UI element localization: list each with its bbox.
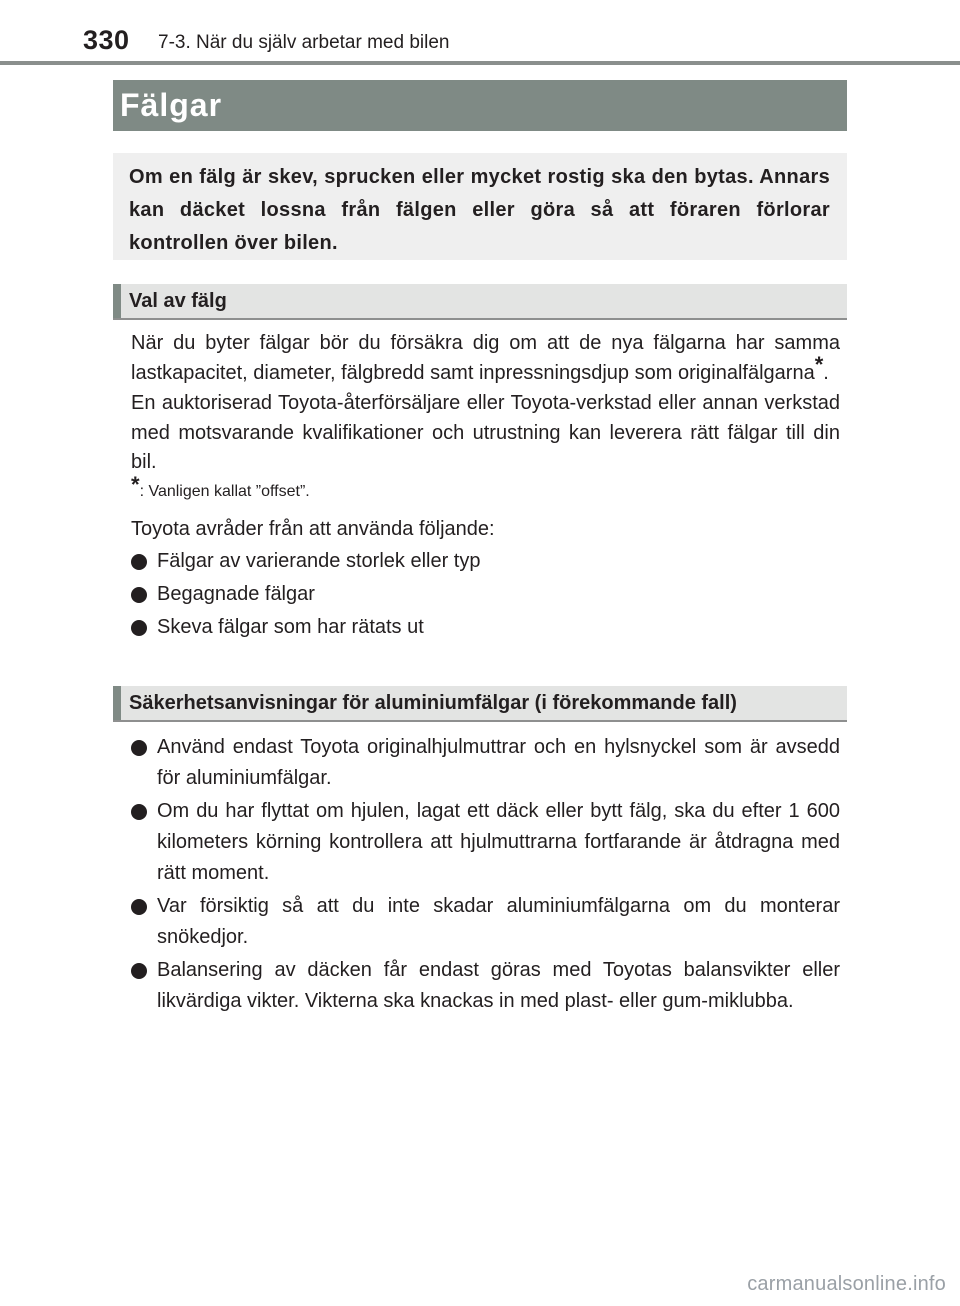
alloy-safety-body <box>131 732 840 1017</box>
rim-selection-paragraph-1-end: . <box>823 361 829 384</box>
subheading-alloy-safety-label: Säkerhetsanvisningar för aluminiumfälgar (i förekommande fall) <box>129 692 737 714</box>
list-item <box>131 796 840 889</box>
list-item <box>131 955 840 1017</box>
list-item-text: Använd endast Toyota originalhjulmuttrar och en hylsnyckel som är avsedd för aluminiumfälgar. <box>157 736 840 789</box>
subheading-rim-selection-label: Val av fälg <box>129 290 227 312</box>
list-item <box>131 732 840 794</box>
rim-selection-paragraph-1-text: När du byter fälgar bör du försäkra dig om att de nya fälgarna har samma lastkapacitet, diameter, fälgbredd samt inpressningsdjup som originalfälgarna <box>131 332 840 384</box>
list-item-text: Om du har flyttat om hjulen, lagat ett däck eller bytt fälg, ska du efter 1 600 kilometers körning kontrollera att hjulmuttrarna fortfarande är åtdragna med rätt moment. <box>157 800 840 884</box>
footnote-text: : Vanligen kallat ”offset”. <box>139 482 310 500</box>
list-item <box>131 579 840 610</box>
avoid-intro: Toyota avråder från att använda följande: <box>131 517 495 540</box>
list-item-text: Fälgar av varierande storlek eller typ <box>157 550 481 572</box>
rim-selection-paragraph-2: En auktoriserad Toyota-återförsäljare eller Toyota-verkstad eller annan verkstad med motsvarande kvalifikationer och utrustning kan leverera rätt fälgar till din bil. <box>131 392 840 473</box>
bullet-icon <box>131 620 147 636</box>
chapter-title: 7-3. När du själv arbetar med bilen <box>158 32 450 53</box>
section-title: Fälgar <box>120 87 223 123</box>
section-banner <box>113 80 847 131</box>
header-rule <box>0 61 960 65</box>
subheading-alloy-safety <box>113 686 847 722</box>
bullet-icon <box>131 804 147 820</box>
bullet-icon <box>131 963 147 979</box>
rim-selection-paragraph-1 <box>131 329 840 388</box>
list-item <box>131 546 840 577</box>
list-item-text: Begagnade fälgar <box>157 583 315 605</box>
footnote <box>131 471 840 504</box>
list-item-text: Var försiktig så att du inte skadar aluminiumfälgarna om du monterar snökedjor. <box>157 895 840 948</box>
intro-text: Om en fälg är skev, sprucken eller mycket rostig ska den bytas. Annars kan däcket lossna från fälgen eller göra så att föraren förlorar kontrollen över bilen. <box>129 166 830 254</box>
footnote-asterisk: * <box>131 471 140 497</box>
page-number: 330 <box>83 25 130 55</box>
list-item-text: Skeva fälgar som har rätats ut <box>157 616 424 638</box>
asterisk-mark: * <box>814 351 824 377</box>
intro-box <box>113 153 847 260</box>
subheading-rim-selection <box>113 284 847 320</box>
list-item-text: Balansering av däcken får endast göras med Toyotas balansvikter eller likvärdiga vikter. Vikterna ska knackas in med plast- eller gum-miklubba. <box>157 959 840 1012</box>
list-item <box>131 891 840 953</box>
bullet-icon <box>131 740 147 756</box>
watermark: carmanualsonline.info <box>747 1273 946 1295</box>
avoid-list <box>131 546 840 643</box>
list-item <box>131 612 840 643</box>
bullet-icon <box>131 587 147 603</box>
bullet-icon <box>131 554 147 570</box>
bullet-icon <box>131 899 147 915</box>
rim-selection-body <box>131 329 840 643</box>
